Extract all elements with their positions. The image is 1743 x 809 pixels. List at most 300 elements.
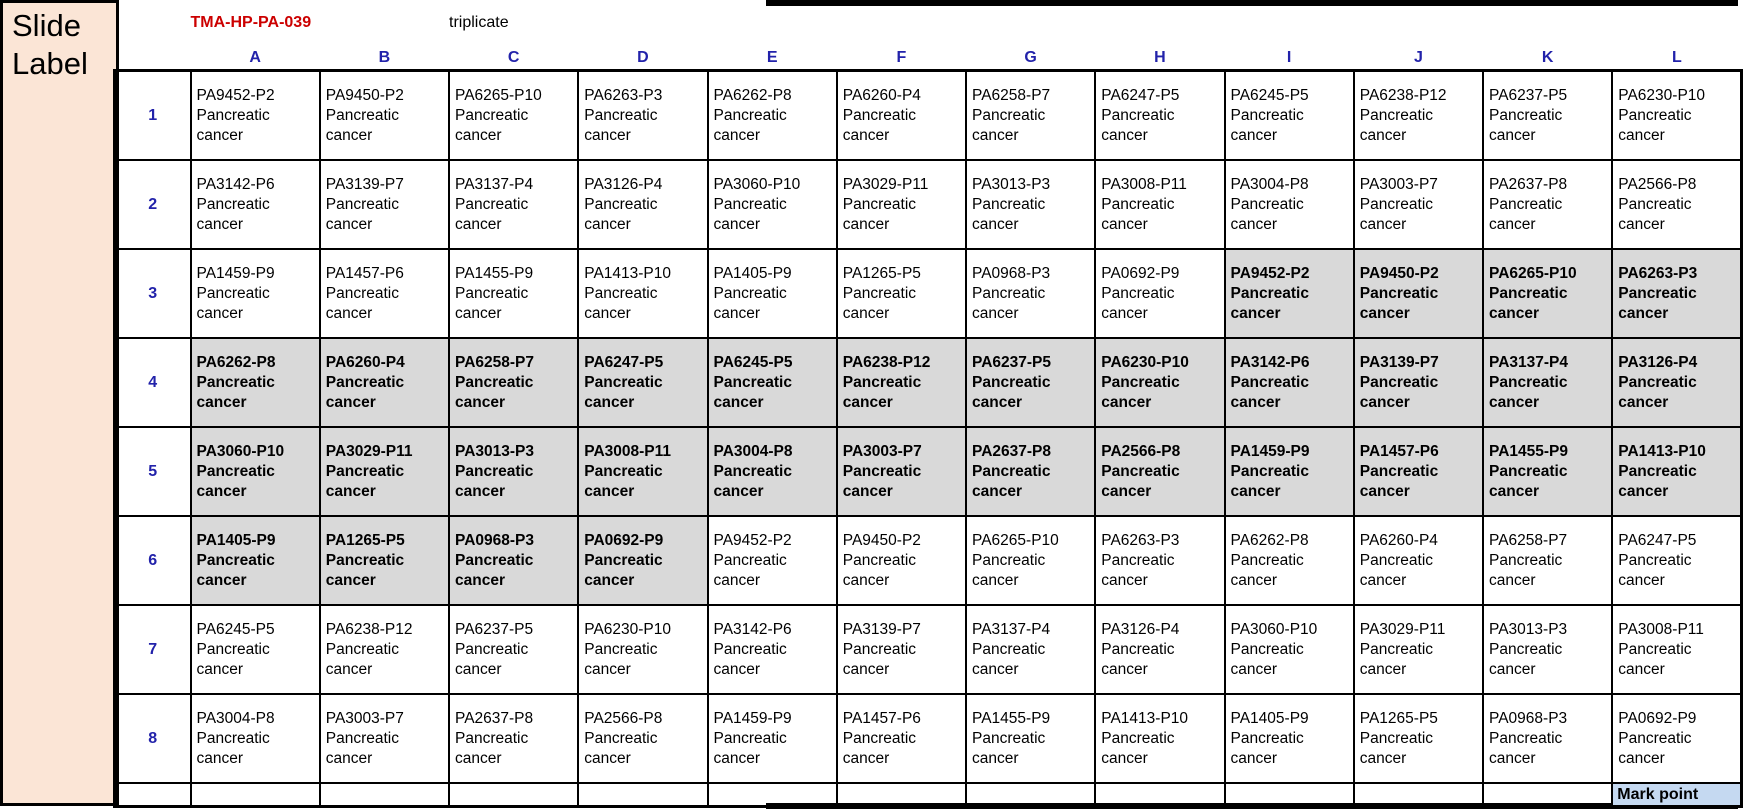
tissue-type-line: cancer (713, 571, 761, 589)
sample-id: PA6238-P12 (325, 620, 413, 638)
sample-grid-body (115, 71, 1742, 807)
tissue-type-line: Pancreatic (1618, 195, 1692, 213)
tissue-type-line: cancer (584, 482, 635, 500)
sample-id: PA3126-P4 (1101, 620, 1180, 638)
tissue-type-line: cancer (842, 660, 890, 678)
column-header-j: J (1413, 49, 1423, 66)
sample-id: PA6262-P8 (713, 86, 792, 104)
column-header-k: K (1541, 49, 1554, 66)
tissue-type-line: cancer (1101, 660, 1148, 678)
letters-spacer (115, 45, 191, 71)
tissue-type-line: cancer (1101, 749, 1148, 767)
sample-cell-4h (1095, 338, 1224, 427)
sample-cell-3g (966, 249, 1095, 338)
sample-cell-8b (320, 694, 449, 783)
sample-id: PA0968-P3 (1489, 709, 1568, 727)
sample-cell-5c (449, 427, 578, 516)
sample-id: PA6237-P5 (1489, 86, 1568, 104)
tissue-type-line: Pancreatic (842, 106, 917, 124)
column-header-f: F (896, 49, 907, 66)
tissue-type-line: Pancreatic (972, 551, 1046, 569)
tissue-type-line: Pancreatic (1618, 284, 1697, 302)
tissue-type-line: cancer (1101, 304, 1148, 322)
sample-id: PA3003-P7 (325, 709, 404, 727)
tma-table-wrap (113, 0, 1743, 808)
tissue-type-line: cancer (325, 215, 373, 233)
sample-cell-3c (449, 249, 578, 338)
sample-id: PA9452-P2 (713, 531, 792, 549)
sample-cell-7j (1354, 605, 1483, 694)
tissue-type-line: Pancreatic (972, 106, 1046, 124)
sample-cell-2i (1225, 160, 1354, 249)
sample-id: PA6245-P5 (196, 620, 275, 638)
sample-id: PA6230-P10 (584, 620, 672, 638)
sample-id: PA2566-P8 (584, 709, 663, 727)
tissue-type-line: cancer (1101, 571, 1148, 589)
sample-cell-6k (1483, 516, 1612, 605)
sample-id: PA1457-P6 (842, 709, 921, 727)
sample-id: PA1265-P5 (325, 531, 405, 549)
tissue-type-line: Pancreatic (1489, 195, 1563, 213)
tissue-type-line: Pancreatic (1230, 195, 1304, 213)
sample-cell-1i (1225, 71, 1354, 161)
tissue-type-line: Pancreatic (713, 551, 787, 569)
sample-id: PA1413-P10 (584, 264, 672, 282)
footer-empty-cell (708, 783, 837, 807)
sample-id: PA1455-P9 (455, 264, 534, 282)
tissue-type-line: cancer (325, 571, 376, 589)
tissue-type-line: Pancreatic (842, 284, 917, 302)
triplicate-note: triplicate (449, 13, 509, 31)
tissue-type-line: Pancreatic (584, 284, 658, 302)
sample-cell-5e (708, 427, 837, 516)
tissue-type-line: cancer (972, 215, 1019, 233)
tissue-type-line: cancer (1230, 304, 1281, 322)
tissue-type-line: Pancreatic (713, 284, 787, 302)
sample-cell-5l (1612, 427, 1741, 516)
sample-id: PA6238-P12 (842, 353, 931, 371)
row-number-7: 7 (115, 605, 191, 694)
tissue-type-line: Pancreatic (455, 284, 529, 302)
tissue-type-line: Pancreatic (713, 640, 787, 658)
tissue-type-line: Pancreatic (196, 106, 270, 124)
tissue-type-line: cancer (196, 660, 244, 678)
tissue-type-line: cancer (196, 126, 244, 144)
sample-cell-4g (966, 338, 1095, 427)
tissue-type-line: Pancreatic (196, 373, 275, 391)
tissue-type-line: cancer (1489, 126, 1536, 144)
sample-id: PA0968-P3 (972, 264, 1051, 282)
tissue-type-line: cancer (584, 304, 631, 322)
sample-cell-5b (320, 427, 449, 516)
sample-id: PA1459-P9 (1230, 442, 1310, 460)
sample-cell-1e (708, 71, 837, 161)
tissue-type-line: cancer (972, 393, 1023, 411)
footer-empty-cell (578, 783, 707, 807)
row-number-4: 4 (115, 338, 191, 427)
tissue-type-line: Pancreatic (972, 284, 1046, 302)
sample-id: PA6260-P4 (325, 353, 405, 371)
tissue-type-line: Pancreatic (1618, 551, 1692, 569)
sample-cell-2c (449, 160, 578, 249)
footer-empty-cell (1354, 783, 1483, 807)
sample-cell-1j (1354, 71, 1483, 161)
tissue-type-line: Pancreatic (455, 373, 534, 391)
sample-cell-7i (1225, 605, 1354, 694)
tissue-type-line: Pancreatic (1489, 640, 1563, 658)
sample-id: PA6245-P5 (1230, 86, 1309, 104)
sample-id: PA6230-P10 (1101, 353, 1189, 371)
tissue-type-line: Pancreatic (1359, 195, 1434, 213)
sample-id: PA1455-P9 (1489, 442, 1569, 460)
footer-row (115, 783, 1742, 807)
footer-empty-cell (1225, 783, 1354, 807)
tissue-type-line: cancer (1230, 571, 1278, 589)
tissue-type-line: Pancreatic (584, 373, 663, 391)
sample-id: PA3013-P3 (1489, 620, 1568, 638)
tissue-type-line: Pancreatic (196, 729, 270, 747)
tissue-type-line: Pancreatic (584, 551, 663, 569)
tissue-type-line: cancer (842, 126, 890, 144)
row-number-5: 5 (115, 427, 191, 516)
sample-id: PA6263-P3 (1101, 531, 1180, 549)
sample-cell-4b (320, 338, 449, 427)
tissue-type-line: Pancreatic (842, 462, 922, 480)
sample-cell-4e (708, 338, 837, 427)
sample-cell-3d (578, 249, 707, 338)
sample-id: PA6260-P4 (842, 86, 921, 104)
sample-id: PA6263-P3 (1618, 264, 1698, 282)
sample-id: PA9450-P2 (325, 86, 404, 104)
sample-cell-8d (578, 694, 707, 783)
sample-cell-7b (320, 605, 449, 694)
tissue-type-line: Pancreatic (1101, 551, 1175, 569)
sample-id: PA6260-P4 (1359, 531, 1438, 549)
table-row-7 (115, 605, 1742, 694)
tissue-type-line: cancer (1618, 304, 1669, 322)
sample-id: PA3126-P4 (584, 175, 663, 193)
sample-cell-8j (1354, 694, 1483, 783)
tissue-type-line: cancer (842, 393, 893, 411)
sample-cell-1g (966, 71, 1095, 161)
tissue-type-line: cancer (325, 304, 373, 322)
tissue-type-line: cancer (325, 660, 373, 678)
column-header-b: B (378, 49, 391, 66)
sample-id: PA9450-P2 (1359, 264, 1439, 282)
tissue-type-line: Pancreatic (1359, 106, 1434, 124)
table-row-5 (115, 427, 1742, 516)
tissue-type-line: Pancreatic (1489, 284, 1568, 302)
tissue-type-line: Pancreatic (972, 195, 1046, 213)
sample-id: PA6258-P7 (1489, 531, 1568, 549)
sample-id: PA2637-P8 (1489, 175, 1568, 193)
sample-id: PA6258-P7 (972, 86, 1051, 104)
sample-cell-6e (708, 516, 837, 605)
sample-cell-7h (1095, 605, 1224, 694)
sample-id: PA3013-P3 (455, 442, 534, 460)
sample-id: PA6265-P10 (972, 531, 1059, 549)
tissue-type-line: Pancreatic (1101, 284, 1175, 302)
tissue-type-line: cancer (1359, 571, 1407, 589)
tissue-type-line: Pancreatic (455, 106, 529, 124)
sample-id: PA0968-P3 (455, 531, 534, 549)
tissue-type-line: Pancreatic (325, 640, 399, 658)
tissue-type-line: Pancreatic (972, 729, 1046, 747)
sample-cell-1l (1612, 71, 1741, 161)
sample-id: PA3139-P7 (1359, 353, 1439, 371)
sample-cell-7e (708, 605, 837, 694)
footer-empty-cell (1095, 783, 1224, 807)
tissue-type-line: cancer (1618, 660, 1665, 678)
tissue-type-line: cancer (1489, 660, 1536, 678)
tissue-type-line: cancer (1230, 749, 1278, 767)
tissue-type-line: Pancreatic (842, 640, 917, 658)
tissue-type-line: Pancreatic (196, 462, 275, 480)
sample-id: PA3013-P3 (972, 175, 1051, 193)
tissue-type-line: cancer (455, 126, 502, 144)
tissue-type-line: Pancreatic (1489, 462, 1568, 480)
sample-id: PA3003-P7 (1359, 175, 1438, 193)
tissue-type-line: Pancreatic (455, 195, 529, 213)
tissue-type-line: cancer (1618, 571, 1665, 589)
tissue-type-line: cancer (1359, 215, 1407, 233)
tissue-type-line: Pancreatic (1359, 373, 1439, 391)
sample-cell-8c (449, 694, 578, 783)
column-header-e: E (766, 49, 778, 66)
tma-table (113, 0, 1743, 808)
sample-cell-3i (1225, 249, 1354, 338)
tissue-type-line: Pancreatic (1489, 106, 1563, 124)
title-filler (708, 0, 1742, 45)
tissue-type-line: Pancreatic (325, 729, 399, 747)
tissue-type-line: Pancreatic (1230, 284, 1309, 302)
tissue-type-line: Pancreatic (1359, 551, 1434, 569)
sample-id: PA0692-P9 (1618, 709, 1697, 727)
tissue-type-line: cancer (1618, 482, 1669, 500)
sample-id: PA3029-P11 (325, 442, 413, 460)
sample-id: PA9450-P2 (842, 531, 921, 549)
sample-cell-2b (320, 160, 449, 249)
tissue-type-line: cancer (842, 215, 890, 233)
tissue-type-line: Pancreatic (713, 373, 792, 391)
sample-cell-8a (191, 694, 320, 783)
sample-cell-3e (708, 249, 837, 338)
tissue-type-line: Pancreatic (325, 106, 399, 124)
sample-cell-1d (578, 71, 707, 161)
sample-id: PA2637-P8 (972, 442, 1052, 460)
tissue-type-line: Pancreatic (196, 195, 270, 213)
sample-cell-7l (1612, 605, 1741, 694)
title-row (115, 0, 1742, 45)
tissue-type-line: Pancreatic (1230, 640, 1304, 658)
tissue-type-line: cancer (584, 126, 631, 144)
sample-id: PA6263-P3 (584, 86, 663, 104)
tissue-type-line: cancer (325, 482, 376, 500)
tissue-type-line: Pancreatic (1489, 729, 1563, 747)
sample-cell-2e (708, 160, 837, 249)
tissue-type-line: cancer (584, 749, 631, 767)
tissue-type-line: cancer (455, 660, 502, 678)
sample-id: PA1413-P10 (1101, 709, 1189, 727)
sample-id: PA3142-P6 (713, 620, 792, 638)
sample-id: PA1455-P9 (972, 709, 1051, 727)
tissue-type-line: cancer (1230, 393, 1281, 411)
sample-cell-7g (966, 605, 1095, 694)
sample-cell-8f (837, 694, 966, 783)
tissue-type-line: cancer (713, 304, 761, 322)
tissue-type-line: Pancreatic (455, 462, 534, 480)
sample-cell-1c (449, 71, 578, 161)
tissue-type-line: cancer (713, 126, 761, 144)
sample-cell-4j (1354, 338, 1483, 427)
sample-cell-3f (837, 249, 966, 338)
sample-cell-3a (191, 249, 320, 338)
mark-point-cell: Mark point (1612, 783, 1741, 807)
sample-cell-4d (578, 338, 707, 427)
sample-cell-6c (449, 516, 578, 605)
column-letters-row (115, 45, 1742, 71)
sample-id: PA3142-P6 (1230, 353, 1310, 371)
tissue-type-line: cancer (1489, 571, 1536, 589)
sample-cell-4a (191, 338, 320, 427)
table-row-8 (115, 694, 1742, 783)
tissue-type-line: Pancreatic (1101, 729, 1175, 747)
sample-id: PA3008-P11 (1101, 175, 1187, 193)
tissue-type-line: Pancreatic (325, 462, 405, 480)
tissue-type-line: Pancreatic (842, 195, 917, 213)
tissue-type-line: cancer (842, 482, 893, 500)
tissue-type-line: cancer (713, 749, 761, 767)
sample-id: PA3060-P10 (713, 175, 801, 193)
sample-id: PA1457-P6 (1359, 442, 1439, 460)
tissue-type-line: cancer (584, 215, 631, 233)
sample-cell-2j (1354, 160, 1483, 249)
tissue-type-line: cancer (584, 393, 635, 411)
tissue-type-line: cancer (1489, 749, 1536, 767)
tissue-type-line: cancer (1359, 126, 1407, 144)
sample-id: PA6262-P8 (1230, 531, 1309, 549)
table-row-1 (115, 71, 1742, 161)
sample-id: PA3008-P11 (584, 442, 672, 460)
tissue-type-line: cancer (584, 571, 635, 589)
tissue-type-line: Pancreatic (713, 106, 787, 124)
sample-cell-2k (1483, 160, 1612, 249)
sample-id: PA0692-P9 (1101, 264, 1180, 282)
sample-cell-2g (966, 160, 1095, 249)
tissue-type-line: cancer (1489, 393, 1540, 411)
tissue-type-line: Pancreatic (1101, 462, 1180, 480)
sample-id: PA2566-P8 (1618, 175, 1697, 193)
tissue-type-line: cancer (1359, 393, 1410, 411)
column-header-i: I (1286, 49, 1292, 66)
column-header-a: A (249, 49, 261, 66)
tissue-type-line: cancer (972, 749, 1019, 767)
sample-cell-4l (1612, 338, 1741, 427)
tissue-type-line: Pancreatic (972, 640, 1046, 658)
tissue-type-line: cancer (972, 304, 1019, 322)
footer-empty-cell (115, 783, 191, 807)
sample-id: PA0692-P9 (584, 531, 664, 549)
tissue-type-line: cancer (1230, 660, 1278, 678)
sample-cell-3b (320, 249, 449, 338)
sample-cell-3k (1483, 249, 1612, 338)
sample-id: PA3142-P6 (196, 175, 275, 193)
sample-cell-4i (1225, 338, 1354, 427)
tissue-type-line: cancer (1359, 304, 1410, 322)
tissue-type-line: Pancreatic (1230, 373, 1309, 391)
sample-id: PA6237-P5 (455, 620, 534, 638)
sample-cell-6d (578, 516, 707, 605)
sample-id: PA3004-P8 (1230, 175, 1309, 193)
table-row-3 (115, 249, 1742, 338)
tissue-type-line: cancer (1230, 126, 1278, 144)
table-header (115, 0, 1742, 71)
tissue-type-line: cancer (1618, 749, 1665, 767)
tissue-type-line: Pancreatic (455, 551, 534, 569)
tissue-type-line: Pancreatic (455, 729, 529, 747)
tissue-type-line: cancer (1359, 749, 1407, 767)
column-header-g: G (1024, 49, 1037, 66)
tissue-type-line: cancer (1101, 482, 1152, 500)
tissue-type-line: cancer (325, 749, 373, 767)
footer-empty-cell (449, 783, 578, 807)
sample-id: PA1457-P6 (325, 264, 404, 282)
tissue-type-line: cancer (1359, 660, 1407, 678)
tissue-type-line: Pancreatic (1618, 373, 1697, 391)
sample-cell-2f (837, 160, 966, 249)
sample-id: PA9452-P2 (1230, 264, 1310, 282)
sample-cell-3j (1354, 249, 1483, 338)
tissue-type-line: cancer (1489, 215, 1536, 233)
sample-id: PA6230-P10 (1618, 86, 1706, 104)
tissue-type-line: Pancreatic (713, 195, 787, 213)
sample-cell-7d (578, 605, 707, 694)
tissue-type-line: Pancreatic (1618, 106, 1692, 124)
tissue-type-line: cancer (325, 126, 373, 144)
tissue-type-line: Pancreatic (842, 373, 922, 391)
tissue-type-line: Pancreatic (1101, 640, 1175, 658)
sample-id: PA6265-P10 (455, 86, 542, 104)
sample-cell-5i (1225, 427, 1354, 516)
tissue-type-line: cancer (1101, 215, 1148, 233)
tissue-type-line: cancer (1489, 304, 1540, 322)
row-number-6: 6 (115, 516, 191, 605)
sample-id: PA1265-P5 (842, 264, 921, 282)
tissue-type-line: Pancreatic (972, 462, 1051, 480)
sample-id: PA1459-P9 (196, 264, 275, 282)
tissue-type-line: Pancreatic (1359, 462, 1439, 480)
tma-id-label: TMA-HP-PA-039 (190, 13, 312, 31)
column-header-c: C (507, 49, 520, 66)
tissue-type-line: cancer (196, 304, 244, 322)
sample-id: PA6238-P12 (1359, 86, 1447, 104)
tissue-type-line: Pancreatic (713, 729, 787, 747)
sample-cell-6i (1225, 516, 1354, 605)
tissue-type-line: Pancreatic (325, 195, 399, 213)
tissue-type-line: cancer (1618, 215, 1665, 233)
tissue-type-line: cancer (1230, 215, 1278, 233)
sample-cell-6f (837, 516, 966, 605)
sample-id: PA1413-P10 (1618, 442, 1706, 460)
tissue-type-line: cancer (842, 304, 890, 322)
row-number-2: 2 (115, 160, 191, 249)
tissue-type-line: Pancreatic (1101, 373, 1180, 391)
sample-cell-7k (1483, 605, 1612, 694)
tissue-type-line: cancer (196, 749, 244, 767)
tissue-type-line: cancer (1618, 393, 1669, 411)
sample-cell-5d (578, 427, 707, 516)
sample-cell-5g (966, 427, 1095, 516)
